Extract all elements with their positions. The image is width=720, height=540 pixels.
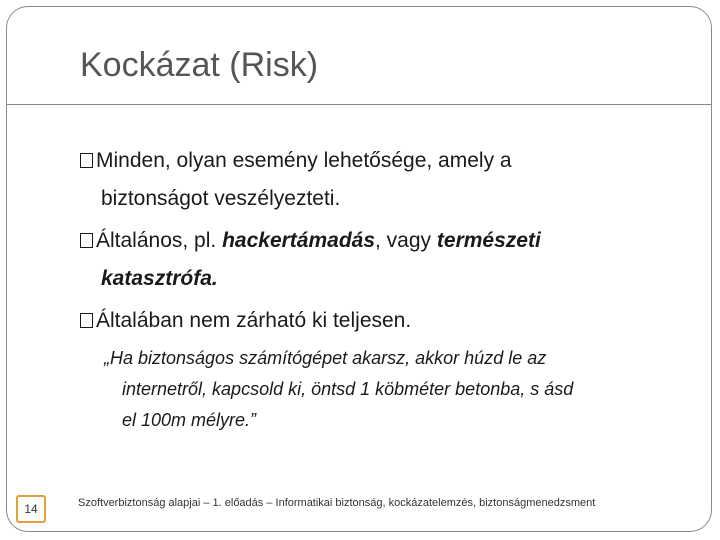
slide-title: Kockázat (Risk) xyxy=(80,46,319,84)
quote-block xyxy=(104,343,704,436)
bullet-item-1 xyxy=(80,142,680,218)
bullet-box-icon xyxy=(80,233,93,248)
bullet-line xyxy=(80,222,680,260)
bullet-continuation: biztonságot veszélyezteti. xyxy=(101,187,341,210)
bullet-text: Általános, pl. xyxy=(96,229,223,252)
quote-line: internetről, kapcsold ki, öntsd 1 köbméter betonba, s ásd xyxy=(122,379,574,399)
page-number-badge: 14 xyxy=(16,495,46,523)
emphasis-termeszeti: természeti xyxy=(436,229,541,252)
bullet-text: Általában nem zárható ki teljesen. xyxy=(96,309,412,332)
footer-text: Szoftverbiztonság alapjai – 1. előadás – Informatikai biztonság, kockázatelemzés, biztonságmenedzsment xyxy=(78,497,596,509)
bullet-box-icon xyxy=(80,313,93,328)
emphasis-hackertamadas: hackertámadás xyxy=(222,229,376,252)
bullet-line xyxy=(80,302,680,340)
quote-line: „Ha biztonságos számítógépet akarsz, akkor húzd le az xyxy=(104,348,547,368)
bullet-line xyxy=(80,142,680,180)
quote-line: el 100m mélyre.” xyxy=(122,410,257,430)
title-divider xyxy=(6,104,712,105)
bullet-text: , vagy xyxy=(375,229,437,252)
bullet-item-2 xyxy=(80,222,680,298)
bullet-item-3 xyxy=(80,302,680,340)
bullet-continuation: katasztrófa. xyxy=(101,267,218,290)
bullet-text: Minden, olyan esemény lehetősége, amely a xyxy=(96,149,512,172)
bullet-box-icon xyxy=(80,153,93,168)
